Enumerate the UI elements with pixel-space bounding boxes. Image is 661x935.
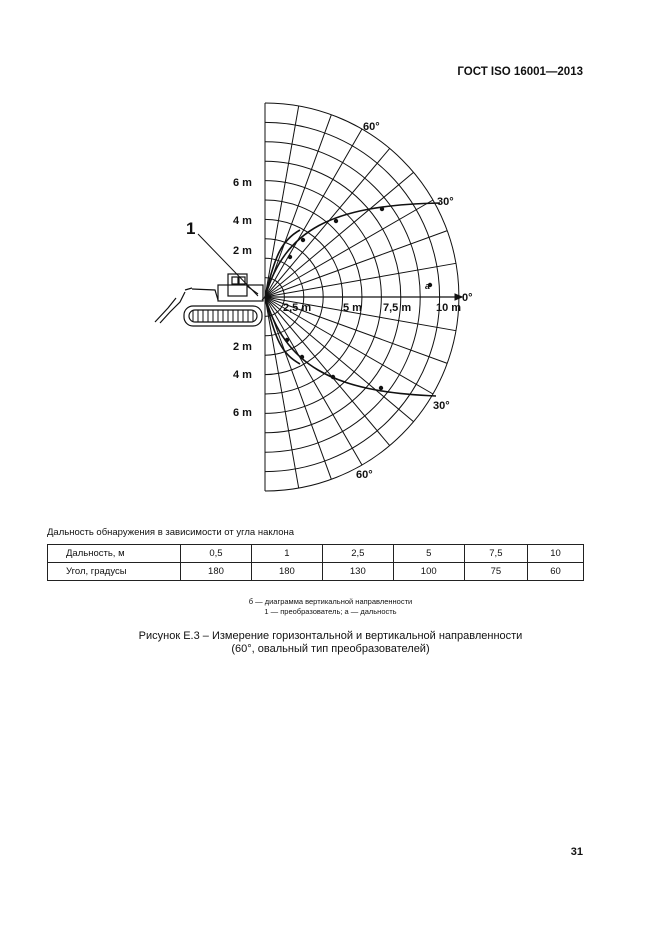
legend-line: 1 — преобразователь; a — дальность bbox=[264, 607, 397, 616]
height-label: 2 m bbox=[233, 245, 252, 257]
pattern-point bbox=[300, 355, 304, 359]
range-label: 5 m bbox=[343, 302, 362, 314]
height-label: 6 m bbox=[233, 177, 252, 189]
pattern-point bbox=[379, 386, 383, 390]
page-number: 31 bbox=[570, 846, 583, 858]
table-cell: 5 bbox=[393, 545, 464, 563]
range-label: 7,5 m bbox=[383, 302, 412, 314]
pattern-point bbox=[285, 338, 289, 342]
table-cell: 75 bbox=[464, 563, 527, 581]
table-row bbox=[48, 563, 584, 581]
table-cell: 180 bbox=[181, 563, 252, 581]
table-cell: 130 bbox=[322, 563, 393, 581]
angle-label-bottom-60: 60° bbox=[356, 469, 373, 481]
range-angle-table bbox=[47, 544, 584, 581]
table-cell: 10 bbox=[528, 545, 584, 563]
pattern-point bbox=[331, 375, 335, 379]
figure-title: Рисунок Е.3 – Измерение горизонтальной и вертикальной направленности bbox=[138, 630, 523, 642]
height-label: 6 m bbox=[233, 407, 252, 419]
table-cell: 1 bbox=[251, 545, 322, 563]
pattern-point bbox=[334, 219, 338, 223]
table-row bbox=[48, 545, 584, 563]
table-cell: 60 bbox=[528, 563, 584, 581]
figure-subtitle: (60°, овальный тип преобразователей) bbox=[231, 643, 430, 655]
table-cell: 7,5 bbox=[464, 545, 527, 563]
range-label: 2,5 m bbox=[283, 302, 312, 314]
range-label: 10 m bbox=[436, 302, 462, 314]
row-header: Дальность, м bbox=[48, 545, 181, 563]
height-label: 4 m bbox=[233, 215, 252, 227]
table-cell: 2,5 bbox=[322, 545, 393, 563]
polar-grid bbox=[265, 103, 462, 491]
angle-label-top-60: 60° bbox=[363, 121, 380, 133]
legend-line: б — диаграмма вертикальной направленности bbox=[248, 597, 413, 606]
height-label: 4 m bbox=[233, 369, 252, 381]
table-cell: 180 bbox=[251, 563, 322, 581]
row-header: Угол, градусы bbox=[48, 563, 181, 581]
document-header: ГОСТ ISO 16001—2013 bbox=[457, 66, 583, 78]
table-caption: Дальность обнаружения в зависимости от угла наклона bbox=[47, 527, 295, 538]
angle-label-bottom-30: 30° bbox=[433, 400, 450, 412]
table-cell: 100 bbox=[393, 563, 464, 581]
table-cell: 0,5 bbox=[181, 545, 252, 563]
height-label: 2 m bbox=[233, 341, 252, 353]
pattern-curve-upper bbox=[265, 203, 440, 297]
directivity-pattern bbox=[265, 203, 440, 396]
bulldozer-drawing bbox=[155, 274, 266, 326]
pattern-point bbox=[288, 255, 292, 259]
pattern-marker: a bbox=[425, 281, 431, 291]
angle-label-top-30: 30° bbox=[437, 196, 454, 208]
callout-number: 1 bbox=[186, 219, 196, 238]
pattern-point bbox=[301, 238, 305, 242]
angle-label-zero: 0° bbox=[462, 292, 473, 304]
pattern-point bbox=[380, 207, 384, 211]
